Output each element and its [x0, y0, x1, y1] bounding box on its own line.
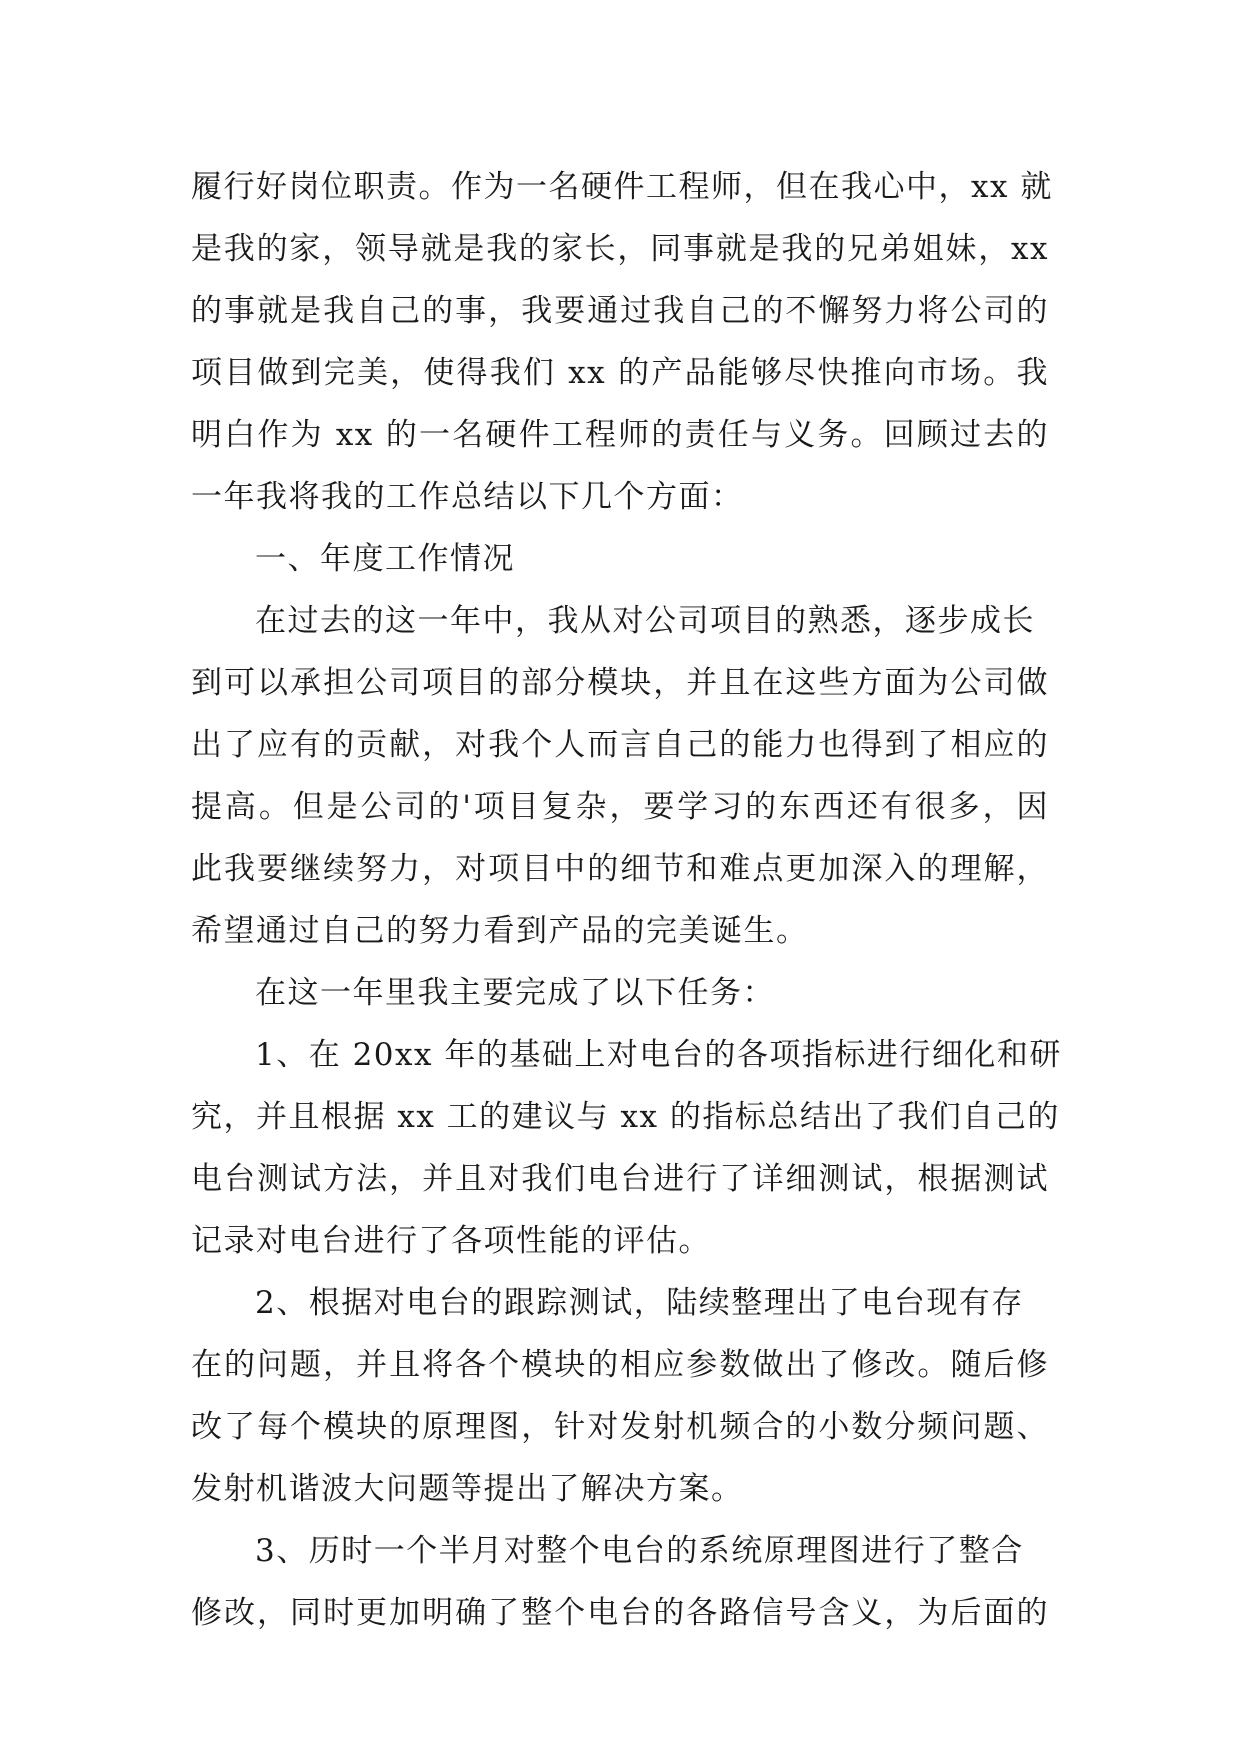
paragraph-intro: [191, 156, 1053, 528]
text-line: 出了应有的贡献，对我个人而言自己的能力也得到了相应的: [191, 727, 1049, 763]
text-line: 的事就是我自己的事，我要通过我自己的不懈努力将公司的: [191, 293, 1049, 329]
text-line: 在过去的这一年中，我从对公司项目的熟悉，逐步成长: [255, 603, 1035, 639]
text-line: 发射机谐波大问题等提出了解决方案。: [191, 1471, 744, 1507]
text-line: 修改，同时更加明确了整个电台的各路信号含义，为后面的: [191, 1595, 1049, 1631]
text-line: 究，并且根据 xx 工的建议与 xx 的指标总结出了我们自己的: [191, 1099, 1060, 1135]
text-line: 项目做到完美，使得我们 xx 的产品能够尽快推向市场。我: [191, 355, 1049, 391]
list-item-1: [191, 1024, 1062, 1272]
text-line: 3、历时一个半月对整个电台的系统原理图进行了整合: [255, 1533, 1024, 1569]
list-item-3: [191, 1520, 1049, 1644]
heading-text: 一、年度工作情况: [255, 541, 515, 577]
text-line: 希望通过自己的努力看到产品的完美诞生。: [191, 913, 809, 949]
paragraph-tasks-intro: [191, 962, 1049, 1024]
text-line: 此我要继续努力，对项目中的细节和难点更加深入的理解，: [191, 851, 1049, 887]
text-line: 在的问题，并且将各个模块的相应参数做出了修改。随后修: [191, 1347, 1049, 1383]
text-line: 履行好岗位职责。作为一名硬件工程师，但在我心中，xx 就: [191, 169, 1053, 205]
section-heading: [191, 528, 1049, 590]
list-item-2: [191, 1272, 1049, 1520]
text-line: 是我的家，领导就是我的家长，同事就是我的兄弟姐妹，xx: [191, 231, 1049, 267]
text-line: 2、根据对电台的跟踪测试，陆续整理出了电台现有存: [255, 1285, 1024, 1321]
paragraph-review: [191, 590, 1049, 962]
text-line: 到可以承担公司项目的部分模块，并且在这些方面为公司做: [191, 665, 1049, 701]
text-line: 明白作为 xx 的一名硬件工程师的责任与义务。回顾过去的: [191, 417, 1049, 453]
text-line: 改了每个模块的原理图，针对发射机频合的小数分频问题、: [191, 1409, 1049, 1445]
document-body: [191, 156, 1062, 1644]
text-line: 在这一年里我主要完成了以下任务：: [255, 975, 775, 1011]
text-line: 一年我将我的工作总结以下几个方面：: [191, 479, 744, 515]
text-line: 提高。但是公司的'项目复杂，要学习的东西还有很多，因: [191, 789, 1049, 825]
text-line: 电台测试方法，并且对我们电台进行了详细测试，根据测试: [191, 1161, 1049, 1197]
text-line: 1、在 20xx 年的基础上对电台的各项指标进行细化和研: [255, 1037, 1062, 1073]
text-line: 记录对电台进行了各项性能的评估。: [191, 1223, 711, 1259]
